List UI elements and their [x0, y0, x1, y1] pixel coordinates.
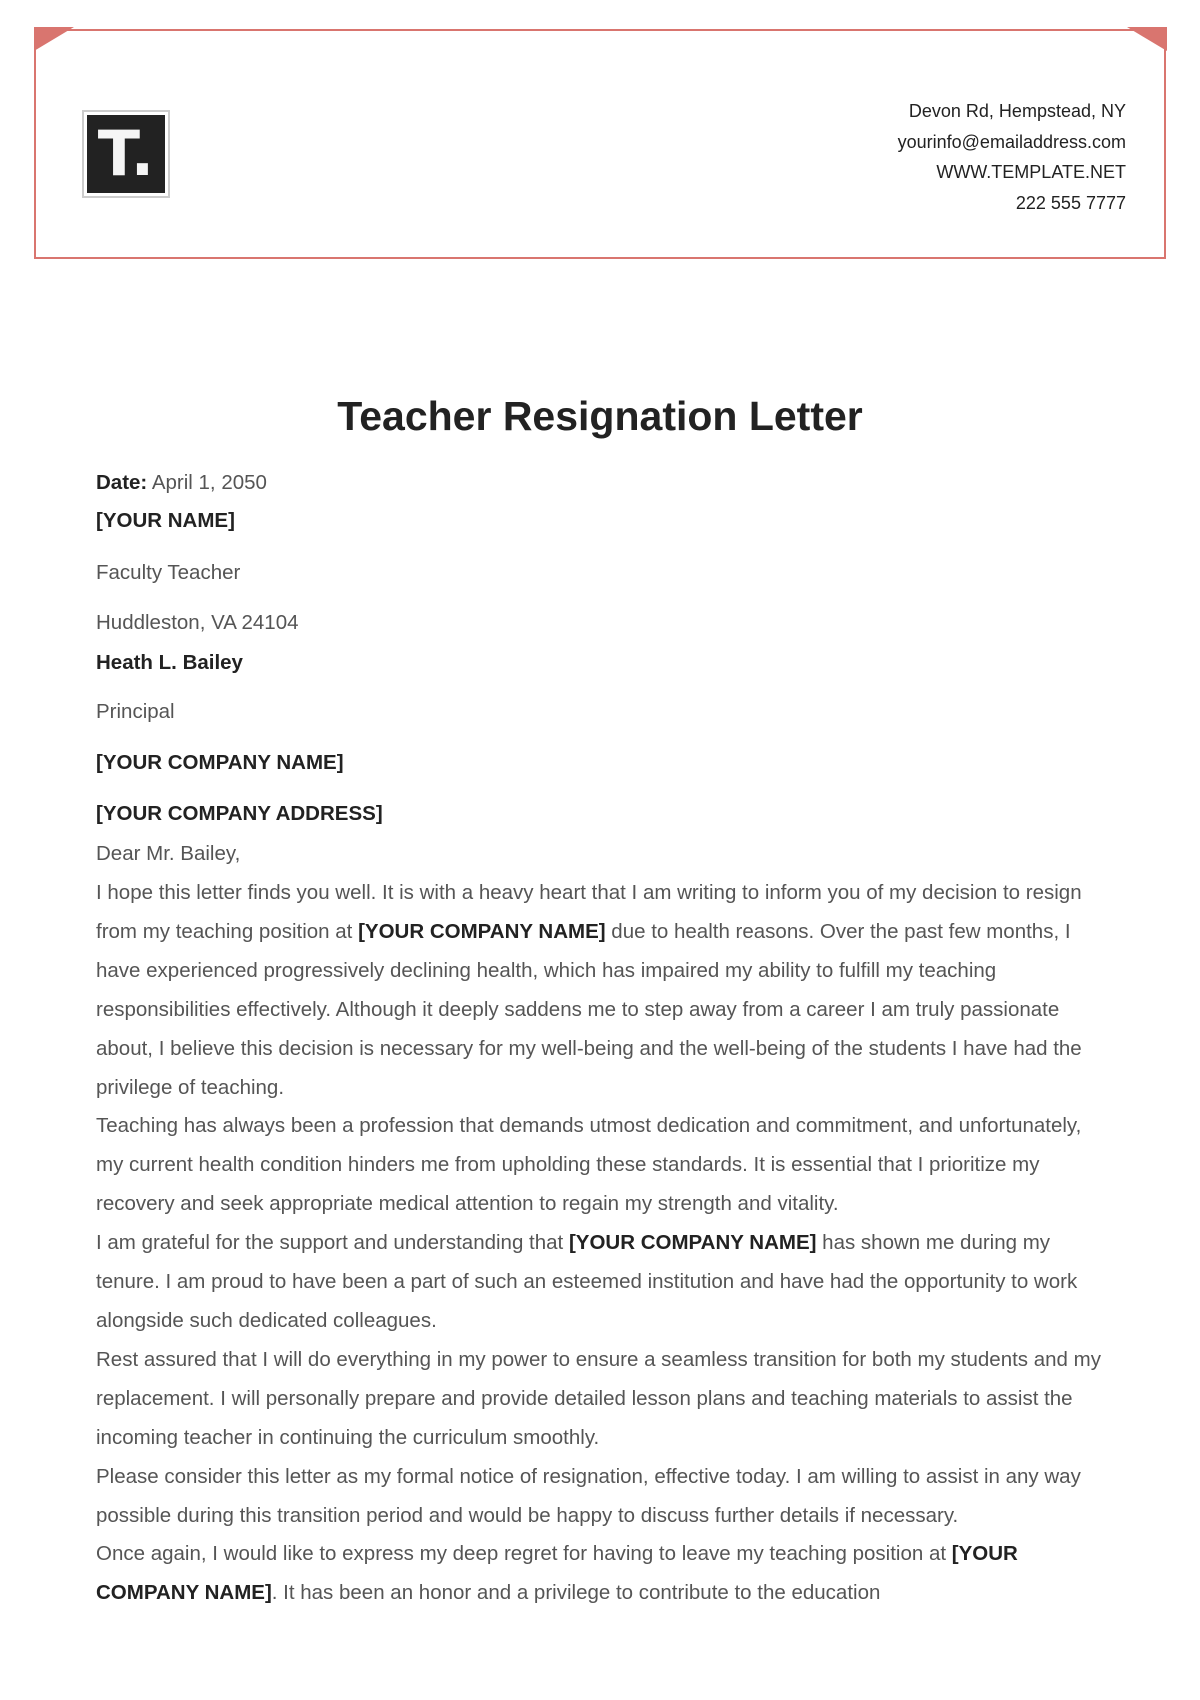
sender-location: Huddleston, VA 24104 [96, 611, 299, 634]
p6-text: Once again, I would like to express my deep regret for having to leave my teaching position at [96, 1542, 952, 1566]
sender-position: Faculty Teacher [96, 561, 241, 584]
document-title: Teacher Resignation Letter [337, 393, 863, 439]
paragraph-2: Teaching has always been a profession that demands utmost dedication and commitment, and unfortunately, my current health condition hinders me from upholding these standards. It is essential that I prioritize my recovery and seek appropriate medical attention to regain my strength and vitality. [96, 1114, 1082, 1216]
p1-text: I hope this letter finds you well. It is with a heavy heart that I am writing to inform you of my decision to resign from my teaching position at [96, 881, 1082, 943]
recipient-name-line [96, 651, 243, 675]
contact-address: Devon Rd, Hempstead, NY [908, 101, 1126, 121]
company-logo [82, 110, 170, 198]
letter-body [96, 874, 1106, 1613]
contact-website: WWW.TEMPLATE.NET [936, 162, 1126, 182]
date-label: Date: [96, 471, 148, 494]
sender-name: [YOUR NAME] [96, 509, 235, 532]
date-line [96, 471, 267, 495]
company-name-line [96, 751, 344, 775]
paragraph-1 [96, 874, 1106, 1107]
p1-text-cont: due to health reasons. Over the past few months, I have experienced progressively declining health, which has impaired my ability to fulfill my teaching responsibilities effectively. Although it deeply saddens me to step away from a career I am truly passionate about, I believe this decision is necessary for my well-being and the well-being of the students I have had the privilege of teaching. [96, 919, 1082, 1099]
sender-name-line [96, 509, 235, 533]
p1-company: [YOUR COMPANY NAME] [358, 919, 606, 943]
p6-company: [YOUR COMPANY NAME] [96, 1542, 1018, 1605]
p6-text-cont: . It has been an honor and a privilege to contribute to the education [271, 1581, 881, 1605]
company-name: [YOUR COMPANY NAME] [96, 751, 344, 774]
p3-text: I am grateful for the support and understanding that [96, 1231, 569, 1255]
recipient-name: Heath L. Bailey [96, 651, 243, 674]
company-address-line [96, 802, 383, 826]
paragraph-4: Rest assured that I will do everything in my power to ensure a seamless transition for both my students and my replacement. I will personally prepare and provide detailed lesson plans and teaching materials to assist the incoming teacher in continuing the curriculum smoothly. [96, 1347, 1101, 1449]
p3-company: [YOUR COMPANY NAME] [568, 1231, 817, 1255]
contact-info [898, 96, 1126, 218]
paragraph-3 [96, 1224, 1106, 1341]
company-address: [YOUR COMPANY ADDRESS] [96, 802, 383, 825]
date-value: April 1, 2050 [147, 471, 267, 494]
salutation: Dear Mr. Bailey, [96, 842, 241, 865]
paragraph-5: Please consider this letter as my formal notice of resignation, effective today. I am willing to assist in any way possible during this transition period and would be happy to discuss further details if necessary. [96, 1464, 1081, 1527]
p3-text-cont: has shown me during my tenure. I am proud to have been a part of such an esteemed institution and have had the opportunity to work alongside such dedicated colleagues. [96, 1231, 1078, 1332]
logo-mark: T. [87, 115, 165, 193]
contact-phone: 222 555 7777 [1015, 192, 1126, 213]
contact-email: yourinfo@emailaddress.com [897, 131, 1126, 152]
paragraph-6 [96, 1535, 1106, 1613]
recipient-title: Principal [96, 700, 175, 723]
